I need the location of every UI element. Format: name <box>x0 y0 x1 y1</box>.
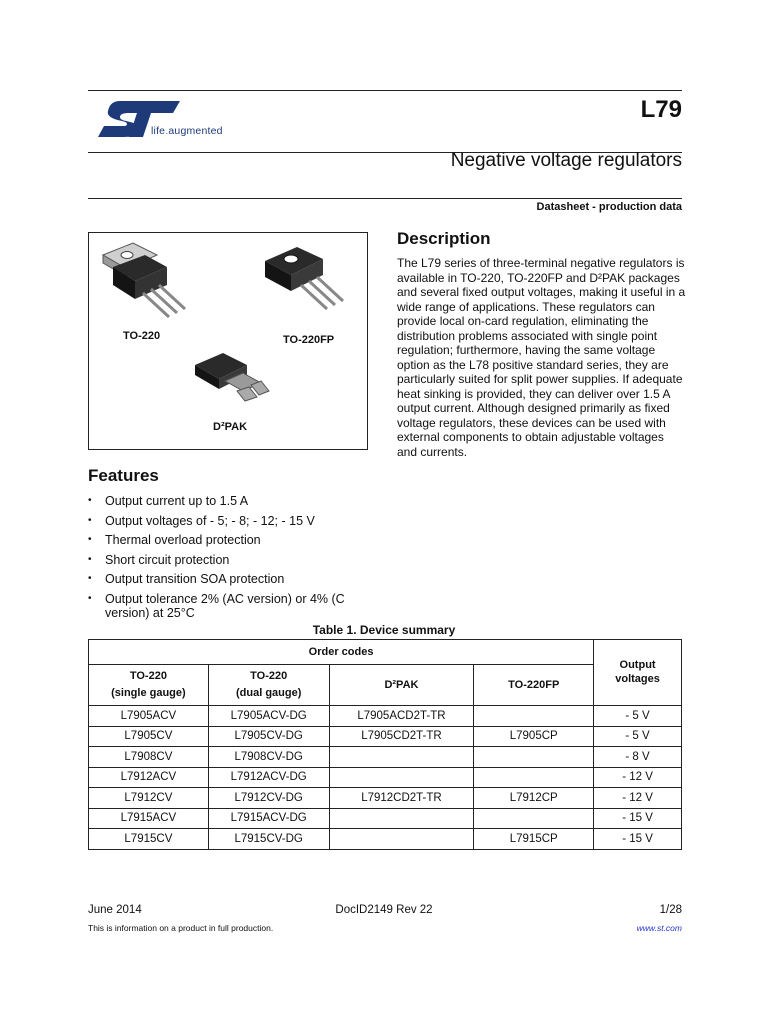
package-label-to220fp: TO-220FP <box>283 334 335 346</box>
order-codes-header: Order codes <box>89 640 594 665</box>
table-cell: L7912CV <box>89 788 209 809</box>
table-row <box>89 767 682 788</box>
table-row <box>89 829 682 850</box>
table-cell: L7905CV-DG <box>208 726 329 747</box>
footer-doc-id: DocID2149 Rev 22 <box>335 904 433 916</box>
to220-package-icon <box>95 241 203 329</box>
features-list <box>88 494 378 626</box>
col1-line1: TO-220 <box>129 670 167 682</box>
part-number: L79 <box>640 96 682 123</box>
subtitle-rule <box>88 198 682 199</box>
table-cell: L7912ACV-DG <box>208 767 329 788</box>
table-cell <box>329 747 474 768</box>
table-cell: L7912CD2T-TR <box>329 788 474 809</box>
table-body <box>89 706 682 850</box>
col2-line2: (dual gauge) <box>235 687 302 699</box>
feature-item: • Output current up to 1.5 A <box>88 494 378 509</box>
document-title: Negative voltage regulators <box>450 150 682 171</box>
feature-item: • Output tolerance 2% (AC version) or 4% (C version) at 25°C <box>88 592 355 621</box>
col-header-to220-dual <box>208 665 329 706</box>
package-images <box>88 232 368 450</box>
table-cell: - 5 V <box>594 726 682 747</box>
col1-line2: (single gauge) <box>111 687 186 699</box>
table-cell: L7905ACD2T-TR <box>329 706 474 727</box>
table-cell <box>329 808 474 829</box>
table-cell: L7905CD2T-TR <box>329 726 474 747</box>
table-row <box>89 706 682 727</box>
feature-item: • Output transition SOA protection <box>88 572 378 587</box>
brand-tagline: life.augmented <box>151 125 223 137</box>
table-cell: - 12 V <box>594 767 682 788</box>
table-cell: L7905ACV-DG <box>208 706 329 727</box>
table-cell: L7915ACV-DG <box>208 808 329 829</box>
output-header-line2: voltages <box>615 673 660 685</box>
table-cell <box>329 767 474 788</box>
table-cell: - 15 V <box>594 829 682 850</box>
table-cell: L7905CV <box>89 726 209 747</box>
table-cell <box>474 706 594 727</box>
footer-page-number: 1/28 <box>659 904 682 916</box>
to220fp-package-icon <box>261 239 361 319</box>
output-header-line1: Output <box>619 659 656 671</box>
features-heading: Features <box>88 466 159 485</box>
table-cell: L7912CV-DG <box>208 788 329 809</box>
package-label-d2pak: D²PAK <box>213 421 248 433</box>
col-header-to220-single <box>89 665 209 706</box>
table-cell: L7912ACV <box>89 767 209 788</box>
package-label-to220: TO-220 <box>123 330 161 342</box>
footer-date: June 2014 <box>88 904 142 916</box>
feature-item: • Thermal overload protection <box>88 533 378 548</box>
table-cell: L7915CV <box>89 829 209 850</box>
col-header-to220fp: TO-220FP <box>474 665 594 706</box>
feature-item: • Output voltages of - 5; - 8; - 12; - 15 V <box>88 514 378 529</box>
top-rule <box>88 90 682 91</box>
table-cell: - 8 V <box>594 747 682 768</box>
d2pak-package-icon <box>191 351 271 413</box>
table-cell: L7905CP <box>474 726 594 747</box>
table-cell: L7908CV <box>89 747 209 768</box>
table-cell: L7915ACV <box>89 808 209 829</box>
col2-line1: TO-220 <box>250 670 288 682</box>
table-cell: L7908CV-DG <box>208 747 329 768</box>
table-cell: L7915CV-DG <box>208 829 329 850</box>
output-voltages-header <box>594 640 682 706</box>
table-row <box>89 808 682 829</box>
table-row <box>89 747 682 768</box>
table-cell <box>474 767 594 788</box>
table-cell: - 5 V <box>594 706 682 727</box>
datasheet-type: Datasheet - production data <box>536 201 682 213</box>
table-cell <box>474 808 594 829</box>
col-header-d2pak: D²PAK <box>329 665 474 706</box>
table-cell <box>329 829 474 850</box>
footer-note: This is information on a product in full production. <box>88 923 274 933</box>
footer-website-link[interactable]: www.st.com <box>636 923 682 933</box>
table-row <box>89 788 682 809</box>
st-logo <box>96 99 182 146</box>
device-summary-table <box>88 639 682 850</box>
table-cell: L7912CP <box>474 788 594 809</box>
table-cell: L7905ACV <box>89 706 209 727</box>
table-cell: L7915CP <box>474 829 594 850</box>
table-cell: - 12 V <box>594 788 682 809</box>
table-caption: Table 1. Device summary <box>312 623 456 637</box>
description-heading: Description <box>397 229 491 248</box>
description-text: The L79 series of three-terminal negative regulators is available in TO-220, TO-220FP and D²PAK packages and several fixed output voltages, making it useful in a wide range of applications. These regulators can provide local on-card regulation, eliminating the distribution problems associated with single point regulation; furthermore, having the same voltage option as the L78 positive standard series, they are particularly suited for split power supplies. If adequate heat sinking is provided, they can deliver over 1.5 A output current. Although designed primarily as fixed voltage regulators, these devices can be used with external components to obtain adjustable voltages and currents. <box>397 256 686 459</box>
table-cell: - 15 V <box>594 808 682 829</box>
table-row <box>89 726 682 747</box>
table-cell <box>474 747 594 768</box>
feature-item: • Short circuit protection <box>88 553 378 568</box>
